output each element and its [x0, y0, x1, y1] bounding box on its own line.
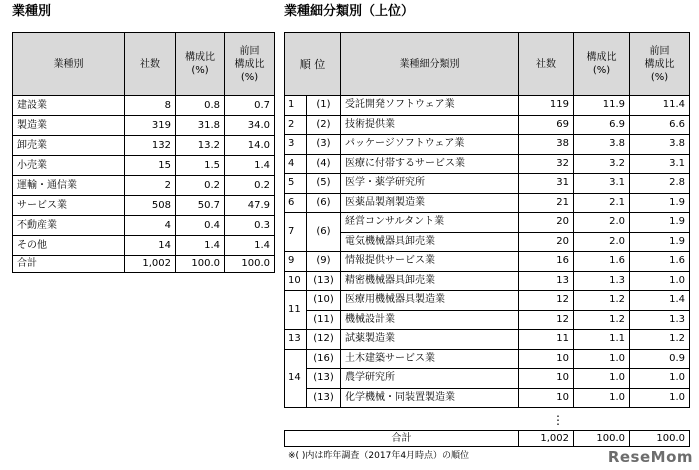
industry-prev-ratio: 0.2 — [225, 176, 275, 196]
subindustry-count: 69 — [519, 115, 574, 135]
subindustry-name: 精密機械器具卸売業 — [341, 271, 519, 291]
subindustry-prev-ratio: 1.9 — [630, 213, 690, 233]
table-row — [285, 135, 690, 155]
header-ratio-text: 構成比 (%) — [185, 52, 215, 76]
table-row — [13, 216, 275, 236]
subindustry-count: 16 — [519, 252, 574, 272]
subindustry-name: 医療用機械器具製造業 — [341, 291, 519, 311]
rank-cell: 13 — [285, 330, 307, 350]
prev-rank-cell: (10) — [307, 291, 341, 311]
subindustry-name: 医学・薬学研究所 — [341, 174, 519, 194]
industry-count: 15 — [125, 156, 176, 176]
subindustry-ratio: 2.1 — [574, 193, 630, 213]
rank-cell: 1 — [285, 96, 307, 116]
industry-prev-ratio: 47.9 — [225, 196, 275, 216]
prev-rank-cell: (4) — [307, 154, 341, 174]
subindustry-prev-ratio: 1.0 — [630, 388, 690, 408]
industry-table — [12, 32, 275, 273]
subindustry-ratio: 3.8 — [574, 135, 630, 155]
total-count: 1,002 — [519, 431, 574, 447]
table-row — [13, 116, 275, 136]
ellipsis-mark: ⋮ — [552, 413, 564, 427]
subindustry-ratio: 3.1 — [574, 174, 630, 194]
subindustry-ratio: 11.9 — [574, 96, 630, 116]
subindustry-name: 電気機械器具卸売業 — [341, 232, 519, 252]
table-row — [285, 154, 690, 174]
table-row — [285, 291, 690, 311]
subindustry-name: 土木建築サービス業 — [341, 349, 519, 369]
subindustry-count: 38 — [519, 135, 574, 155]
subindustry-prev-ratio: 1.0 — [630, 271, 690, 291]
table-row — [285, 271, 690, 291]
subindustry-prev-ratio: 2.8 — [630, 174, 690, 194]
subindustry-count: 119 — [519, 96, 574, 116]
table-row — [13, 136, 275, 156]
subindustry-prev-ratio: 11.4 — [630, 96, 690, 116]
total-row — [13, 256, 275, 273]
table-row — [13, 156, 275, 176]
header-sub-prev-ratio-text: 前回 構成比 (%) — [644, 45, 675, 83]
table-row — [285, 96, 690, 116]
subindustry-total-table — [284, 430, 690, 447]
left-table-title: 業種別 — [12, 4, 52, 19]
subindustry-prev-ratio: 1.4 — [630, 291, 690, 311]
prev-rank-cell: (5) — [307, 174, 341, 194]
industry-count: 132 — [125, 136, 176, 156]
rank-cell: 5 — [285, 174, 307, 194]
industry-ratio: 1.5 — [176, 156, 225, 176]
table-row — [285, 330, 690, 350]
subindustry-count: 20 — [519, 213, 574, 233]
subindustry-prev-ratio: 1.9 — [630, 193, 690, 213]
subindustry-name: 受託開発ソフトウェア業 — [341, 96, 519, 116]
industry-name: サービス業 — [13, 196, 125, 216]
subindustry-ratio: 1.2 — [574, 310, 630, 330]
subindustry-ratio: 1.1 — [574, 330, 630, 350]
rank-cell: 3 — [285, 135, 307, 155]
industry-prev-ratio: 0.3 — [225, 216, 275, 236]
industry-count: 14 — [125, 236, 176, 256]
total-label: 合計 — [13, 256, 125, 273]
resemom-logo: ReseMom — [607, 448, 693, 466]
subindustry-prev-ratio: 0.9 — [630, 349, 690, 369]
subindustry-prev-ratio: 1.9 — [630, 232, 690, 252]
subindustry-count: 11 — [519, 330, 574, 350]
subindustry-prev-ratio: 3.1 — [630, 154, 690, 174]
industry-prev-ratio: 1.4 — [225, 236, 275, 256]
footnote: ※( )内は昨年調査（2017年4月時点）の順位 — [288, 451, 470, 461]
subindustry-ratio: 1.2 — [574, 291, 630, 311]
rank-cell: 4 — [285, 154, 307, 174]
industry-ratio: 0.8 — [176, 96, 225, 116]
header-ratio — [176, 33, 225, 96]
subindustry-name: 情報提供サービス業 — [341, 252, 519, 272]
prev-rank-cell: (13) — [307, 388, 341, 408]
subindustry-ratio: 1.0 — [574, 349, 630, 369]
total-ratio: 100.0 — [176, 256, 225, 273]
header-count: 社数 — [125, 33, 176, 96]
total-ratio: 100.0 — [574, 431, 630, 447]
prev-rank-cell: (13) — [307, 271, 341, 291]
subindustry-ratio: 1.6 — [574, 252, 630, 272]
industry-name: 製造業 — [13, 116, 125, 136]
subindustry-prev-ratio: 3.8 — [630, 135, 690, 155]
subindustry-count: 32 — [519, 154, 574, 174]
table-row — [285, 252, 690, 272]
subindustry-prev-ratio: 1.6 — [630, 252, 690, 272]
rank-cell: 6 — [285, 193, 307, 213]
subindustry-count: 13 — [519, 271, 574, 291]
header-prev-ratio-text: 前回 構成比 (%) — [234, 45, 265, 83]
table-row — [285, 388, 690, 408]
subindustry-name: 試薬製造業 — [341, 330, 519, 350]
rank-cell: 11 — [285, 291, 307, 330]
subindustry-prev-ratio: 6.6 — [630, 115, 690, 135]
table-row — [285, 213, 690, 233]
prev-rank-cell: (6) — [307, 213, 341, 252]
subindustry-count: 31 — [519, 174, 574, 194]
subindustry-name: 化学機械・同装置製造業 — [341, 388, 519, 408]
table-row — [285, 193, 690, 213]
industry-count: 508 — [125, 196, 176, 216]
subindustry-name: 医薬品製剤製造業 — [341, 193, 519, 213]
industry-ratio: 1.4 — [176, 236, 225, 256]
industry-count: 319 — [125, 116, 176, 136]
industry-ratio: 31.8 — [176, 116, 225, 136]
prev-rank-cell: (11) — [307, 310, 341, 330]
subindustry-count: 12 — [519, 310, 574, 330]
total-label: 合計 — [285, 431, 519, 447]
table-row — [285, 310, 690, 330]
total-count: 1,002 — [125, 256, 176, 273]
subindustry-ratio: 2.0 — [574, 232, 630, 252]
subindustry-name: パッケージソフトウェア業 — [341, 135, 519, 155]
industry-ratio: 13.2 — [176, 136, 225, 156]
prev-rank-cell: (2) — [307, 115, 341, 135]
rank-cell: 10 — [285, 271, 307, 291]
industry-count: 4 — [125, 216, 176, 236]
subindustry-prev-ratio: 1.0 — [630, 369, 690, 389]
table-row — [285, 232, 690, 252]
table-row — [13, 196, 275, 216]
industry-name: その他 — [13, 236, 125, 256]
subindustry-name: 技術提供業 — [341, 115, 519, 135]
header-sub-count: 社数 — [519, 33, 574, 96]
prev-rank-cell: (6) — [307, 193, 341, 213]
header-prev-ratio — [225, 33, 275, 96]
prev-rank-cell: (9) — [307, 252, 341, 272]
industry-name: 不動産業 — [13, 216, 125, 236]
subindustry-name: 医療に付帯するサービス業 — [341, 154, 519, 174]
industry-prev-ratio: 14.0 — [225, 136, 275, 156]
header-rank: 順 位 — [285, 33, 341, 96]
table-row — [285, 369, 690, 389]
prev-rank-cell: (16) — [307, 349, 341, 369]
subindustry-ratio: 2.0 — [574, 213, 630, 233]
prev-rank-cell: (3) — [307, 135, 341, 155]
table-row — [13, 236, 275, 256]
subindustry-ratio: 6.9 — [574, 115, 630, 135]
subindustry-ratio: 1.0 — [574, 369, 630, 389]
header-sub-ratio — [574, 33, 630, 96]
industry-ratio: 50.7 — [176, 196, 225, 216]
subindustry-table — [284, 32, 690, 408]
subindustry-count: 10 — [519, 369, 574, 389]
table-row — [13, 176, 275, 196]
prev-rank-cell: (12) — [307, 330, 341, 350]
rank-cell: 9 — [285, 252, 307, 272]
industry-prev-ratio: 34.0 — [225, 116, 275, 136]
header-subindustry: 業種細分類別 — [341, 33, 519, 96]
subindustry-count: 10 — [519, 388, 574, 408]
header-industry: 業種別 — [13, 33, 125, 96]
subindustry-prev-ratio: 1.3 — [630, 310, 690, 330]
table-row — [285, 174, 690, 194]
industry-name: 建設業 — [13, 96, 125, 116]
table-row — [13, 96, 275, 116]
industry-name: 卸売業 — [13, 136, 125, 156]
right-table-title: 業種細分類別（上位） — [284, 4, 415, 19]
subindustry-count: 10 — [519, 349, 574, 369]
subindustry-prev-ratio: 1.2 — [630, 330, 690, 350]
industry-prev-ratio: 0.7 — [225, 96, 275, 116]
subindustry-ratio: 1.3 — [574, 271, 630, 291]
table-row — [285, 349, 690, 369]
industry-prev-ratio: 1.4 — [225, 156, 275, 176]
header-sub-prev-ratio — [630, 33, 690, 96]
subindustry-ratio: 3.2 — [574, 154, 630, 174]
total-prev-ratio: 100.0 — [225, 256, 275, 273]
industry-ratio: 0.4 — [176, 216, 225, 236]
industry-count: 2 — [125, 176, 176, 196]
prev-rank-cell: (1) — [307, 96, 341, 116]
industry-count: 8 — [125, 96, 176, 116]
table-row — [285, 115, 690, 135]
prev-rank-cell: (13) — [307, 369, 341, 389]
subindustry-count: 12 — [519, 291, 574, 311]
industry-name: 小売業 — [13, 156, 125, 176]
subindustry-count: 21 — [519, 193, 574, 213]
rank-cell: 14 — [285, 349, 307, 408]
header-sub-ratio-text: 構成比 (%) — [586, 52, 617, 76]
rank-cell: 2 — [285, 115, 307, 135]
rank-cell: 7 — [285, 213, 307, 252]
industry-name: 運輸・通信業 — [13, 176, 125, 196]
subindustry-name: 経営コンサルタント業 — [341, 213, 519, 233]
subindustry-name: 機械設計業 — [341, 310, 519, 330]
subindustry-ratio: 1.0 — [574, 388, 630, 408]
subindustry-count: 20 — [519, 232, 574, 252]
industry-ratio: 0.2 — [176, 176, 225, 196]
subindustry-name: 農学研究所 — [341, 369, 519, 389]
total-prev-ratio: 100.0 — [630, 431, 690, 447]
